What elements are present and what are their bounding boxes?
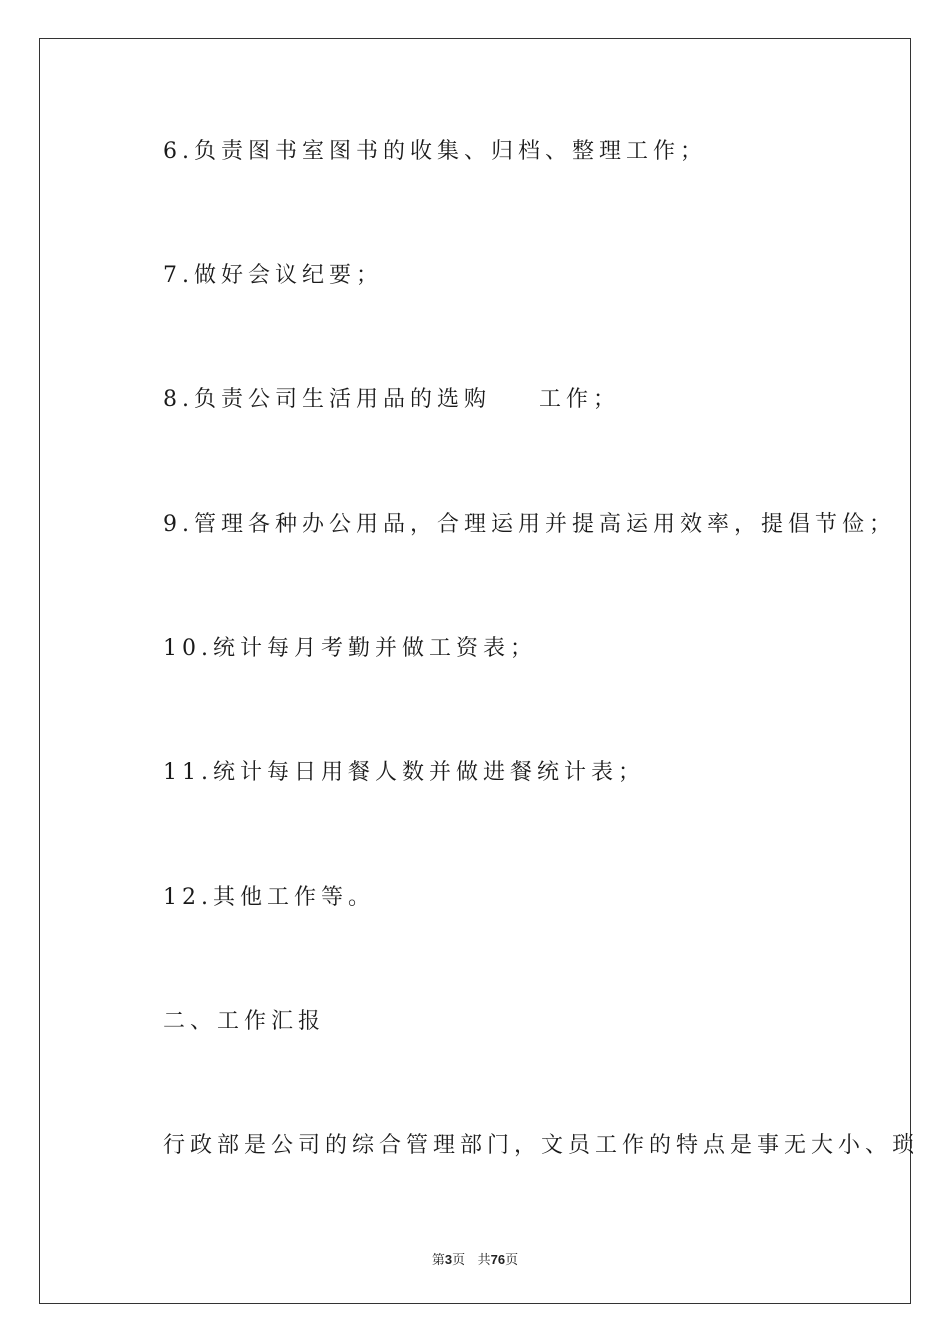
section-heading: 二、工作汇报: [163, 1009, 326, 1034]
footer-page-number: 3: [444, 1252, 453, 1267]
list-item-8: 8.负责公司生活用品的选购 工作；: [163, 387, 620, 412]
list-item-11: 11.统计每日用餐人数并做进餐统计表；: [163, 760, 645, 785]
body-paragraph: 行政部是公司的综合管理部门，文员工作的特点是事无大小、琐: [163, 1133, 920, 1158]
footer-total-pages: 76: [490, 1252, 506, 1267]
list-item-9: 9.管理各种办公用品，合理运用并提高运用效率，提倡节俭；: [163, 512, 896, 537]
footer-page-suffix: 页: [452, 1253, 466, 1268]
list-item-6: 6.负责图书室图书的收集、归档、整理工作；: [163, 139, 707, 164]
list-item-12: 12.其他工作等。: [163, 885, 375, 910]
list-item-7: 7.做好会议纪要；: [163, 263, 383, 288]
footer-page-prefix: 第: [431, 1253, 445, 1268]
page-footer: [0, 1249, 950, 1268]
page-border: [39, 38, 911, 1304]
footer-total-suffix: 页: [505, 1253, 519, 1268]
list-item-10: 10.统计每月考勤并做工资表；: [163, 636, 537, 661]
footer-total-prefix: 共: [477, 1253, 491, 1268]
